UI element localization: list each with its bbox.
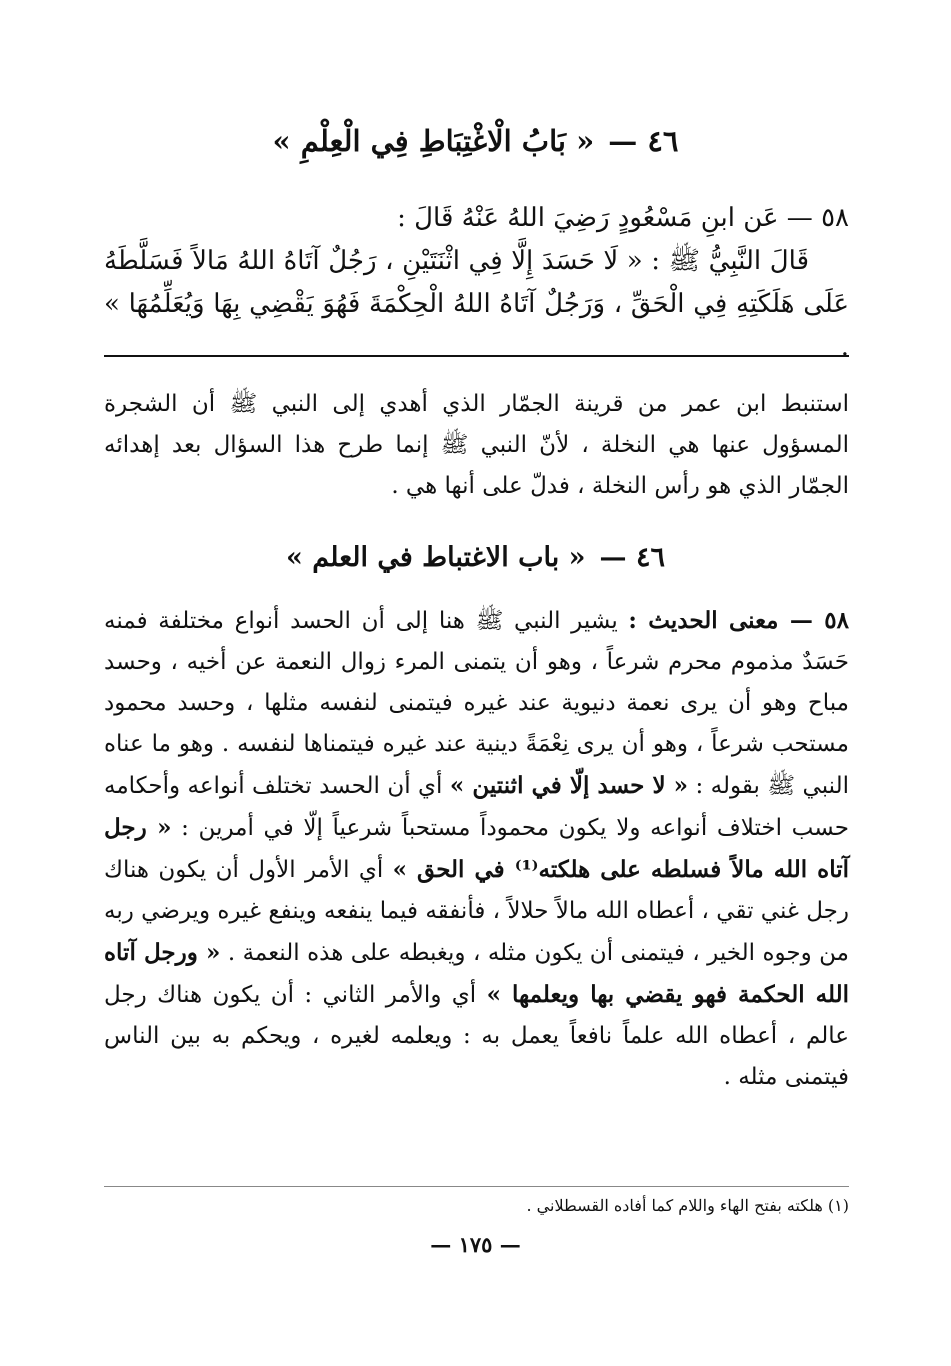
hadith-narration-intro: ٥٨ — عَن ابنِ مَسْعُودٍ رَضِيَ اللهُ عَنْهُ قَالَ : (397, 203, 849, 233)
footnote-rule (104, 1186, 849, 1187)
chapter-number: ٤٦ — (608, 124, 679, 158)
explanation-title: « باب الاغتباط في العلم » (286, 542, 586, 573)
chapter-title: « بَابُ الْاغْتِبَاطِ فِي الْعِلْمِ » (272, 124, 595, 158)
hadith-body: قَالَ النَّبِيُّ ﷺ : « لَا حَسَدَ إِلَّا فِي اثْنَتَيْنِ ، رَجُلٌ آتَاهُ اللهُ مَالاً فَسَلَّطَهُ عَلَى هَلَكَتِهِ فِي الْحَقِّ ، وَرَجُلٌ آتَاهُ اللهُ الْحِكْمَةَ فَهُوَ يَقْضِي بِهَا وَيُعَلِّمُهَا » . (104, 246, 849, 362)
explanation-number: ٤٦ — (599, 542, 665, 573)
section-divider (104, 355, 849, 357)
explanation-text-3: أي الأمر الأول أن يكون هناك رجل غني تقي ، أعطاه الله مالاً حلالاً ، فأنفقه فيما ينفعه وينفع غيره ويرضي ربه من وجوه الخير ، فيتمنى أن يكون مثله ، ويغبطه على هذه النعمة . (104, 857, 849, 966)
explanation-paragraph (104, 600, 849, 1098)
explanation-text-4: أي والأمر الثاني : أن يكون هناك رجل عالم ، أعطاه الله علماً نافعاً يعمل به : ويعلمه لغيره ، ويحكم به بين الناس فيتمنى مثله . (104, 982, 849, 1090)
hadith-quote-1: « لا حسد إلّا في اثنتين » (449, 772, 689, 799)
explanation-text-2: أي أن الحسد تختلف أنواعه وأحكامه حسب اختلاف أنواعه ولا يكون محموداً مستحباً شرعياً إلّا في أمرين : (104, 773, 849, 841)
chapter-heading (0, 124, 951, 158)
footnote: (١) هلكته بفتح الهاء واللام كما أفاده القسطلاني . (526, 1196, 849, 1215)
hadith-quote-2: « رجل آتاه الله مالاً فسلطه على هلكته⁽¹⁾ في الحق » (104, 814, 849, 883)
commentary-paragraph: استنبط ابن عمر من قرينة الجمّار الذي أهدي إلى النبي ﷺ أن الشجرة المسؤول عنها هي النخلة ، لأنّ النبي ﷺ إنما طرح هذا السؤال بعد إهدائه الجمّار الذي هو رأس النخلة ، فدلّ على أنها هي . (104, 391, 849, 499)
hadith-quote-3: « ورجل آتاه الله الحكمة فهو يقضي بها ويعلمها » (104, 939, 849, 1008)
explanation-heading (0, 542, 951, 573)
page-number: — ١٧٥ — (430, 1232, 521, 1257)
explanation-lead: ٥٨ — معنى الحديث : (628, 607, 849, 634)
hadith-text (104, 240, 849, 369)
explanation-text-1: يشير النبي ﷺ هنا إلى أن الحسد أنواع مختلفة فمنه حَسَدٌ مذموم محرم شرعاً ، وهو أن يتمنى المرء زوال النعمة عن أخيه ، وحسد مباح وهو أن يرى نعمة دنيوية عند غيره فيتمنى لنفسه مثلها ، وحسد محمود مستحب شرعاً ، وهو أن يرى نِعْمَةً دينية عند غيره فيتمناها لنفسه . وهو ما عناه النبي ﷺ بقوله : (104, 608, 849, 799)
